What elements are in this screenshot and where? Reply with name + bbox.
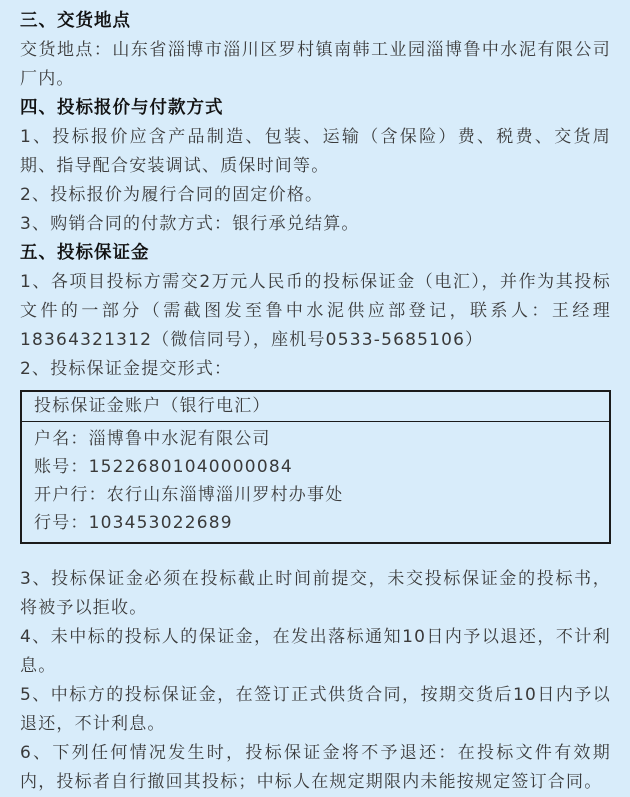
bid-price-item-1: 1、投标报价应含产品制造、包装、运输（含保险）费、税费、交货周期、指导配合安装调试、质保时间等。 (20, 127, 611, 176)
bid-price-item-2: 2、投标报价为履行合同的固定价格。 (20, 185, 324, 205)
deposit-account-table (20, 390, 611, 544)
deposit-account-table-header: 投标保证金账户（银行电汇） (22, 392, 609, 422)
deposit-item-5: 5、中标方的投标保证金，在签订正式供货合同，按期交货后10日内予以退还，不计利息。 (20, 685, 611, 734)
bid-price-item-3: 3、购销合同的付款方式：银行承兑结算。 (20, 214, 360, 234)
account-name-row: 户名：淄博鲁中水泥有限公司 (34, 429, 271, 449)
bank-branch-row: 开户行：农行山东淄博淄川罗村办事处 (34, 485, 344, 505)
deposit-account-table-body (22, 422, 609, 542)
section-4-heading: 四、投标报价与付款方式 (20, 98, 224, 118)
section-5-heading: 五、投标保证金 (20, 243, 150, 263)
deposit-item-2: 2、投标保证金提交形式： (20, 359, 233, 379)
deposit-item-3: 3、投标保证金必须在投标截止时间前提交，未交投标保证金的投标书，将被予以拒收。 (20, 569, 611, 618)
bank-code-row: 行号：103453022689 (34, 513, 233, 533)
deposit-item-1: 1、各项目投标方需交2万元人民币的投标保证金（电汇），并作为其投标文件的一部分（需截图发至鲁中水泥供应部登记，联系人：王经理18364321312（微信同号），座机号0533-5685106） (20, 272, 611, 350)
account-number-row: 账号：15226801040000084 (34, 457, 293, 477)
deposit-item-6: 6、下列任何情况发生时，投标保证金将不予退还：在投标文件有效期内，投标者自行撤回其投标；中标人在规定期限内未能按规定签订合同。 (20, 743, 611, 792)
delivery-location-paragraph: 交货地点：山东省淄博市淄川区罗村镇南韩工业园淄博鲁中水泥有限公司厂内。 (20, 40, 611, 89)
section-3-heading: 三、交货地点 (20, 11, 131, 31)
deposit-item-4: 4、未中标的投标人的保证金，在发出落标通知10日内予以退还，不计利息。 (20, 627, 611, 676)
